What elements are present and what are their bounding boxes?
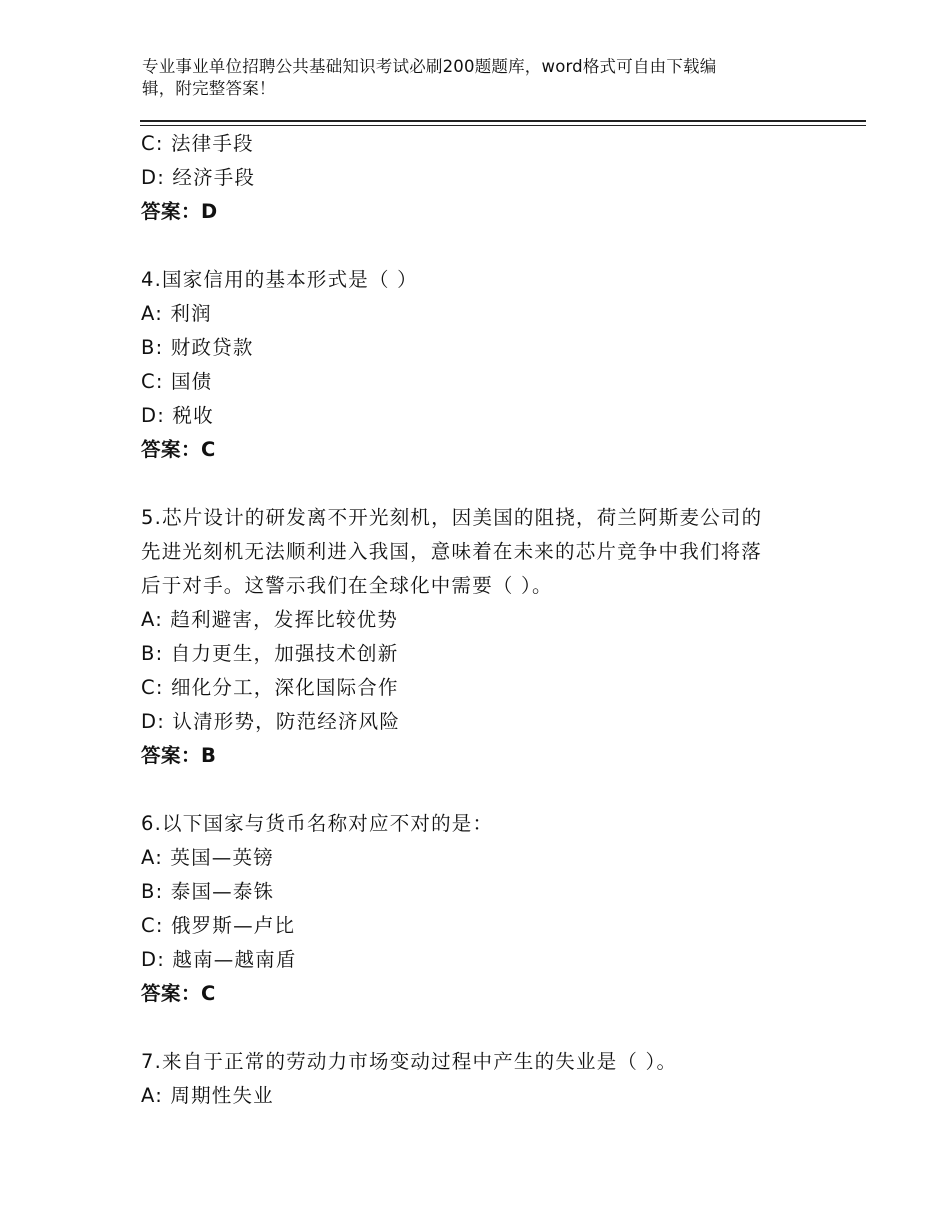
header-rule-thin	[140, 125, 866, 126]
option-b: B: 泰国—泰铢	[141, 880, 275, 903]
answer: 答案：B	[141, 744, 217, 767]
question-text: 6.以下国家与货币名称对应不对的是：	[141, 812, 494, 835]
header-rule-thick	[140, 120, 866, 122]
spacer	[141, 229, 841, 263]
answer: 答案：C	[141, 438, 216, 461]
option-c: C: 俄罗斯—卢比	[141, 914, 296, 937]
question-text: 7.来自于正常的劳动力市场变动过程中产生的失业是（ ）。	[141, 1050, 678, 1073]
question-5	[141, 501, 841, 773]
option-a: A: 周期性失业	[141, 1084, 274, 1107]
question-text: 4.国家信用的基本形式是（ ）	[141, 268, 418, 291]
question-text: 先进光刻机无法顺利进入我国，意味着在未来的芯片竞争中我们将落	[141, 540, 763, 563]
question-6	[141, 807, 841, 1011]
option-c: C: 法律手段	[141, 132, 254, 155]
option-d: D: 认清形势，防范经济风险	[141, 710, 401, 733]
option-d: D: 经济手段	[141, 166, 256, 189]
question-text: 5.芯片设计的研发离不开光刻机，因美国的阻挠，荷兰阿斯麦公司的	[141, 506, 763, 529]
spacer	[141, 1011, 841, 1045]
spacer	[141, 467, 841, 501]
option-d: D: 越南—越南盾	[141, 948, 297, 971]
question-text: 后于对手。这警示我们在全球化中需要（ ）。	[141, 574, 553, 597]
option-a: A: 利润	[141, 302, 212, 325]
option-c: C: 国债	[141, 370, 213, 393]
page-header	[142, 56, 802, 100]
answer: 答案：D	[141, 200, 218, 223]
option-c: C: 细化分工，深化国际合作	[141, 676, 399, 699]
question-7	[141, 1045, 841, 1113]
question-content	[141, 127, 841, 1113]
option-b: B: 财政贷款	[141, 336, 254, 359]
option-d: D: 税收	[141, 404, 214, 427]
question-4	[141, 263, 841, 467]
option-a: A: 趋利避害，发挥比较优势	[141, 608, 399, 631]
option-a: A: 英国—英镑	[141, 846, 274, 869]
header-line-1: 专业事业单位招聘公共基础知识考试必刷200题题库，word格式可自由下载编	[142, 57, 717, 76]
prev-question	[141, 127, 841, 229]
spacer	[141, 773, 841, 807]
answer: 答案：C	[141, 982, 216, 1005]
header-line-2: 辑，附完整答案！	[142, 79, 276, 98]
option-b: B: 自力更生，加强技术创新	[141, 642, 399, 665]
